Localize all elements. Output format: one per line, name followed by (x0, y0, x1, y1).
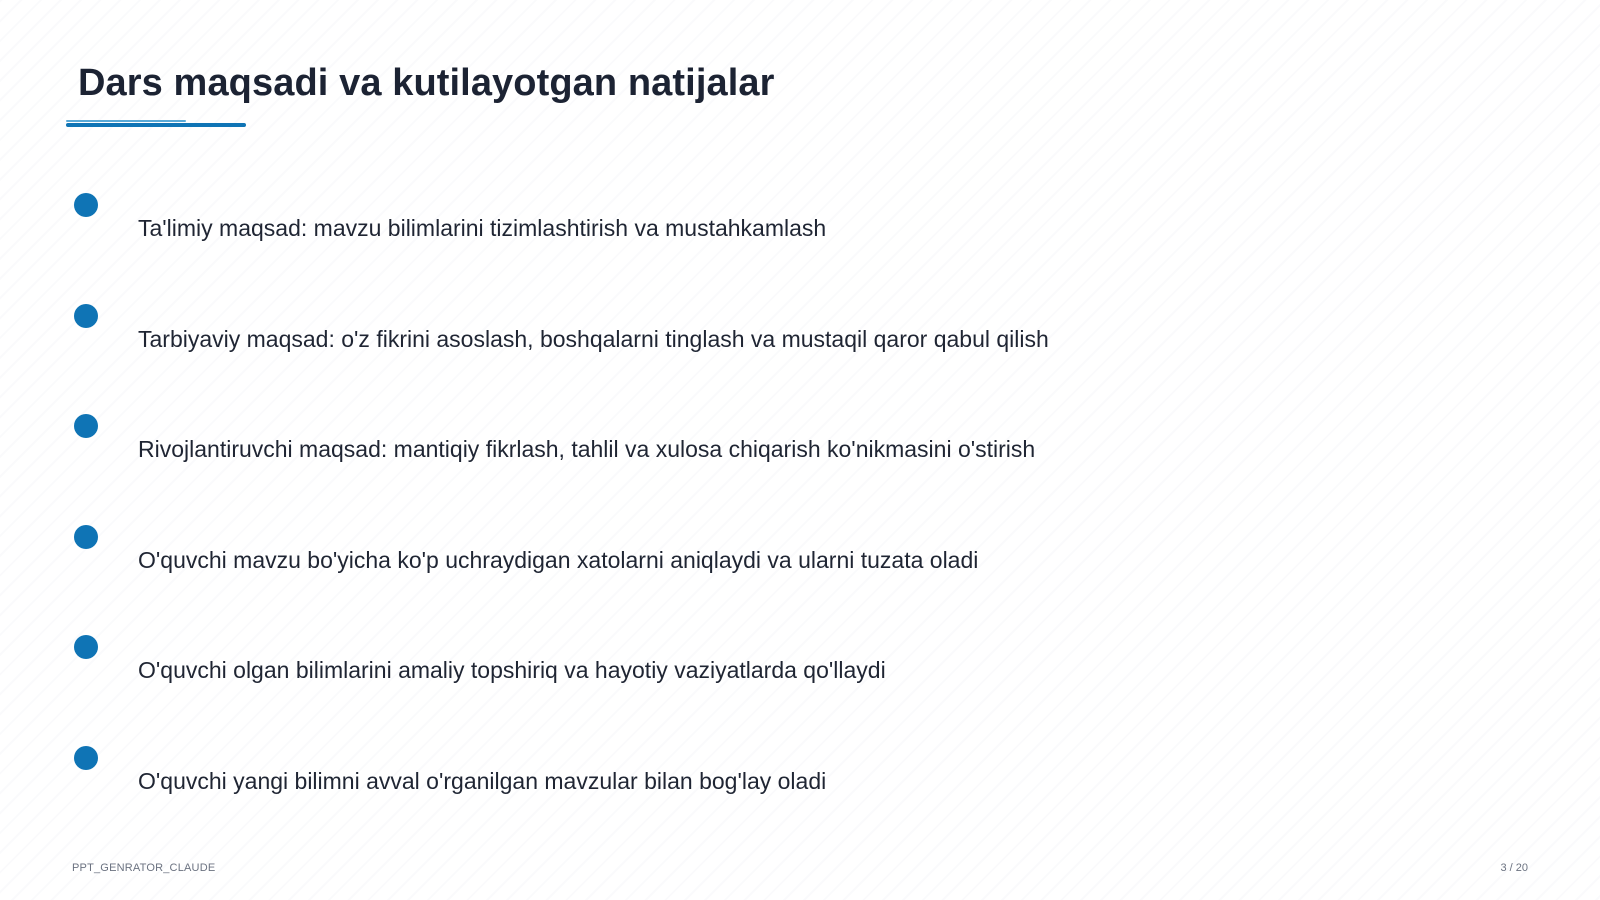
bullet-text: Rivojlantiruvchi maqsad: mantiqiy fikrlash, tahlil va xulosa chiqarish ko'nikmasini o'stirish (138, 436, 1036, 462)
bullet-text: O'quvchi yangi bilimni avval o'rganilgan mavzular bilan bog'lay oladi (138, 768, 827, 794)
bullet-item (0, 193, 1200, 253)
bullet-item (0, 525, 1200, 585)
bullet-item (0, 746, 1200, 806)
bullet-item (0, 635, 1200, 695)
bullet-dot-icon (74, 304, 98, 328)
footer-label: PPT_GENRATOR_CLAUDE (72, 862, 216, 874)
bullet-text: O'quvchi olgan bilimlarini amaliy topshiriq va hayotiy vaziyatlarda qo'llaydi (138, 657, 886, 683)
bullet-text: Ta'limiy maqsad: mavzu bilimlarini tizimlashtirish va mustahkamlash (138, 215, 827, 241)
page-indicator: 3 / 20 (1500, 862, 1528, 874)
bullet-dot-icon (74, 746, 98, 770)
bullet-dot-icon (74, 635, 98, 659)
slide-title: Dars maqsadi va kutilayotgan natijalar (78, 62, 775, 104)
bullet-dot-icon (74, 414, 98, 438)
bullet-dot-icon (74, 193, 98, 217)
bullet-text: O'quvchi mavzu bo'yicha ko'p uchraydigan xatolarni aniqlaydi va ularni tuzata oladi (138, 547, 979, 573)
bullet-item (0, 304, 1200, 364)
bullet-dot-icon (74, 525, 98, 549)
bullet-text: Tarbiyaviy maqsad: o'z fikrini asoslash, boshqalarni tinglash va mustaqil qaror qabul qilish (138, 326, 1049, 352)
bullet-item (0, 414, 1200, 474)
